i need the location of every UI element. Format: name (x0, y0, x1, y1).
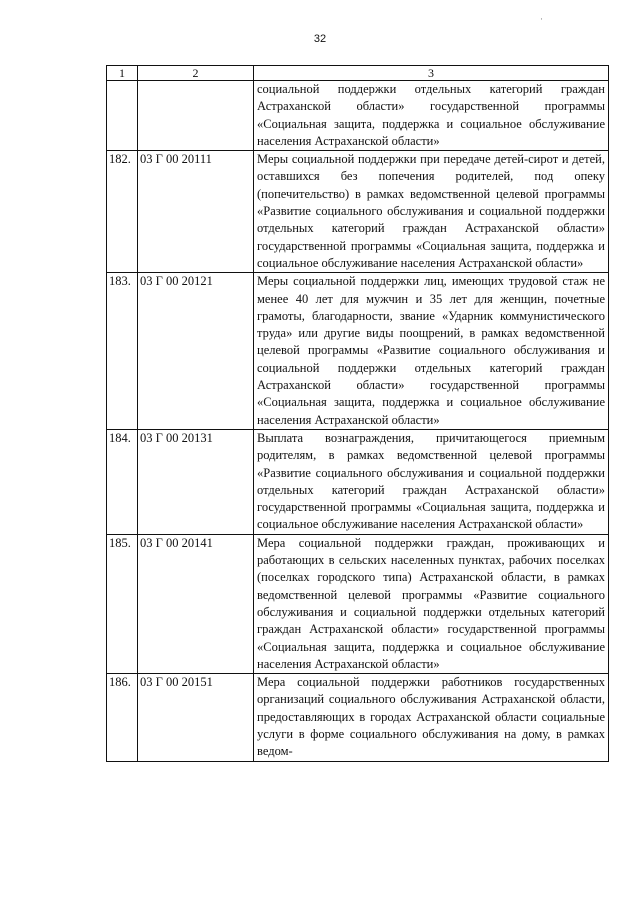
table-header-row (107, 66, 609, 81)
row-number: 182. (107, 151, 138, 273)
row-description: Мера социальной поддержки работников государственных организаций социального обслуживания Астраханской области, предоставляющих в городах Астраханской области социальные услуги в форме социального обслуживания на дому, в рамках ведом- (254, 674, 609, 761)
row-number: 186. (107, 674, 138, 761)
row-code: 03 Г 00 20151 (138, 674, 254, 761)
table-row (107, 151, 609, 273)
header-col-1: 1 (107, 66, 138, 81)
row-description: социальной поддержки отдельных категорий граждан Астраханской области» государственной программы «Социальная защита, поддержка и социальное обслуживание населения Астраханской области» (254, 81, 609, 151)
row-number: 184. (107, 429, 138, 534)
row-code: 03 Г 00 20111 (138, 151, 254, 273)
corner-mark: · (540, 14, 543, 24)
table-row (107, 273, 609, 430)
row-number: 185. (107, 534, 138, 673)
table-row (107, 429, 609, 534)
table-row (107, 81, 609, 151)
row-description: Меры социальной поддержки лиц, имеющих трудовой стаж не менее 40 лет для мужчин и 35 лет для женщин, почетные грамоты, благодарности, звание «Ударник коммунистического труда» или другие виды поощрений, в рамках ведомственной целевой программы «Развитие социального обслуживания и социальной поддержки отдельных категорий граждан Астраханской области» государственной программы «Социальная защита, поддержка и социальное обслуживание населения Астраханской области» (254, 273, 609, 430)
page-number: 32 (313, 33, 327, 45)
table-row (107, 674, 609, 761)
budget-classification-table (106, 65, 609, 762)
row-code: 03 Г 00 20131 (138, 429, 254, 534)
row-description: Меры социальной поддержки при передаче детей-сирот и детей, оставшихся без попечения родителей, под опеку (попечительство) в рамках ведомственной целевой программы «Развитие социального обслуживания и социальной поддержки отдельных категорий граждан Астраханской области» государственной программы «Социальная защита, поддержка и социальное обслуживание населения Астраханской области» (254, 151, 609, 273)
row-description: Мера социальной поддержки граждан, проживающих и работающих в сельских населенных пунктах, рабочих поселках (поселках городского типа) Астраханской области, в рамках ведомственной целевой программы «Развитие социального обслуживания и социальной поддержки отдельных категорий граждан Астраханской области» государственной программы «Социальная защита, поддержка и социальное обслуживание населения Астраханской области» (254, 534, 609, 673)
row-number: 183. (107, 273, 138, 430)
row-code: 03 Г 00 20141 (138, 534, 254, 673)
header-col-3: 3 (254, 66, 609, 81)
row-description: Выплата вознаграждения, причитающегося приемным родителям, в рамках ведомственной целевой программы «Развитие социального обслуживания и социальной поддержки отдельных категорий граждан Астраханской области» государственной программы «Социальная защита, поддержка и социальное обслуживание населения Астраханской области» (254, 429, 609, 534)
row-code (138, 81, 254, 151)
row-number (107, 81, 138, 151)
table-row (107, 534, 609, 673)
row-code: 03 Г 00 20121 (138, 273, 254, 430)
header-col-2: 2 (138, 66, 254, 81)
